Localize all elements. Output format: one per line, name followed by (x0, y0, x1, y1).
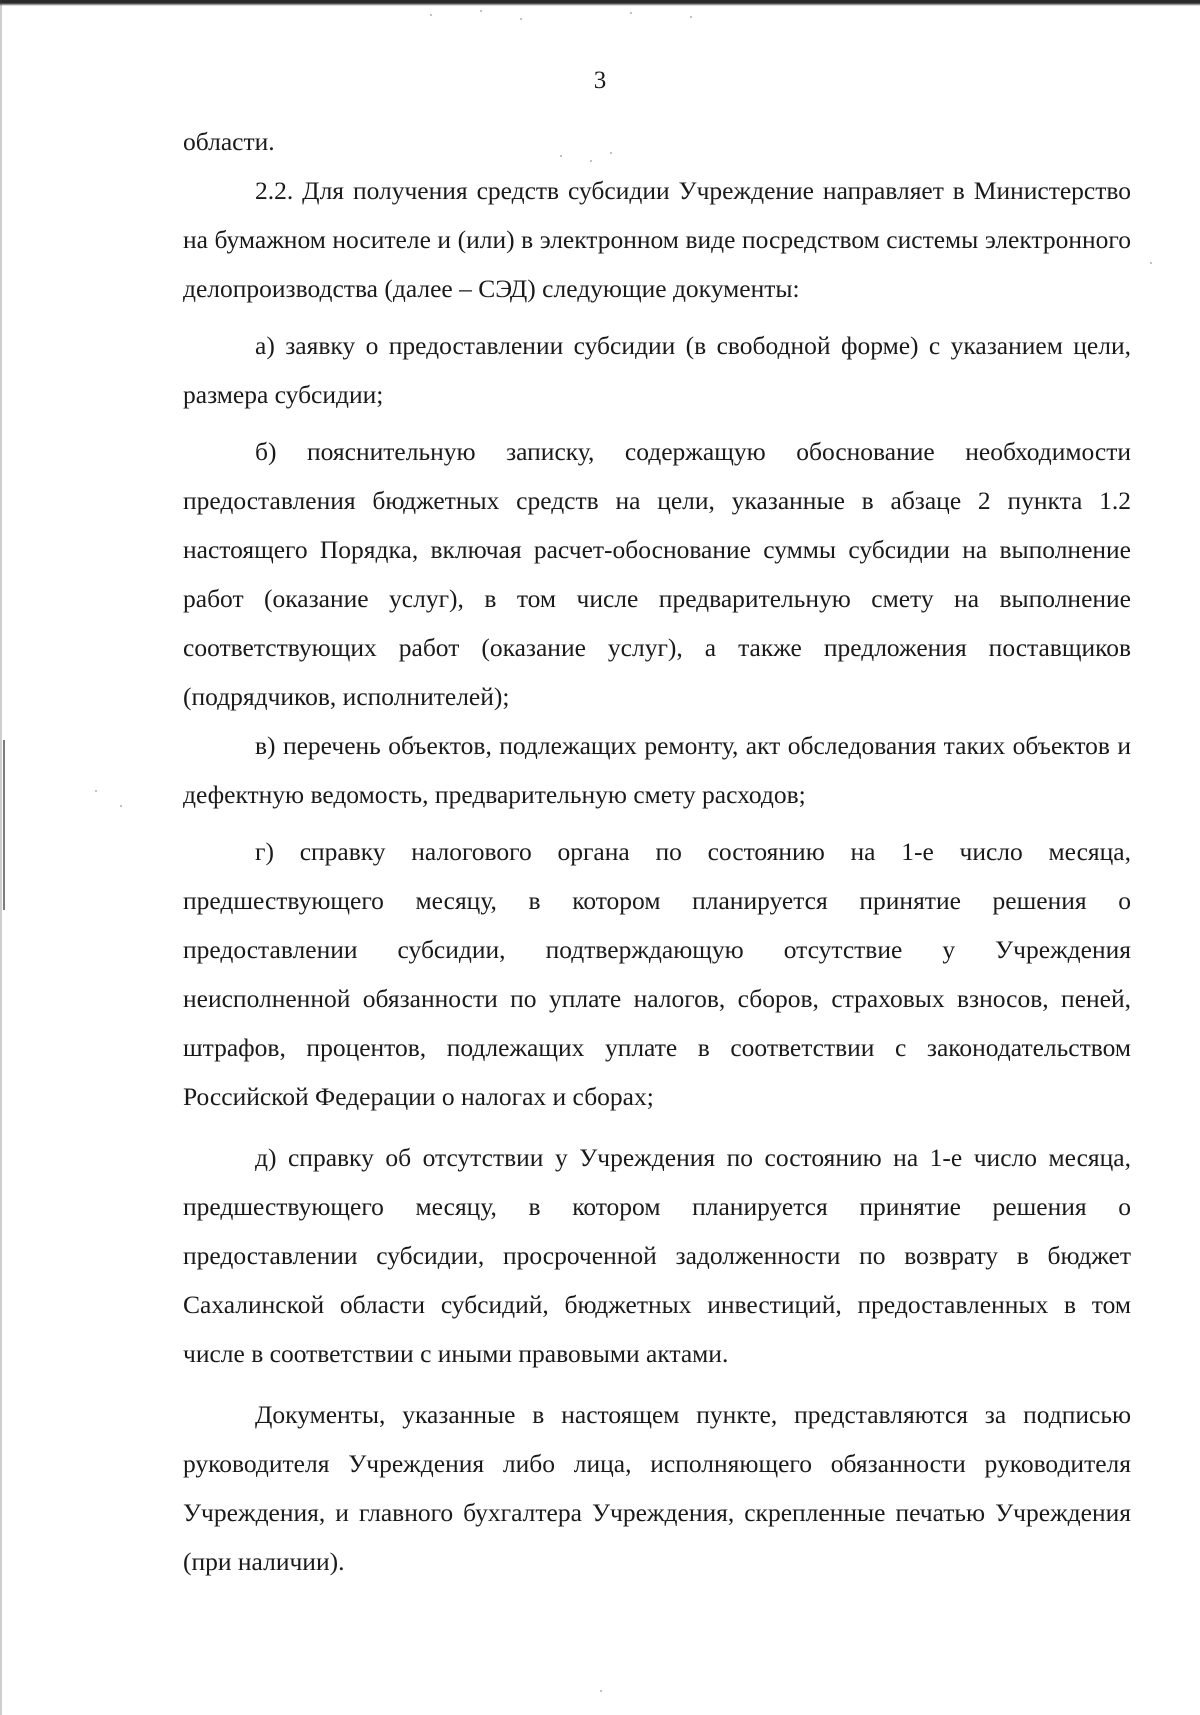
scan-speck (600, 1690, 602, 1692)
continuation-text: области. (183, 127, 275, 156)
scan-left-edge (0, 0, 2, 1715)
scan-speck (690, 16, 692, 18)
paragraph-item-g: г) справку налогового органа по состоянию на 1-е число месяца, предшествующего месяцу, в котором планируется принятие решения о предоставлении субсидии, подтверждающую отсутствие у Учреждения неисполненной обязанности по уплате налогов, сборов, страховых взносов, пеней, штрафов, процентов, подлежащих уплате в соответствии с законодательством Российской Федерации о налогах и сборах; (183, 837, 1131, 1111)
scan-top-edge (0, 0, 1200, 6)
scan-speck (95, 790, 97, 792)
paragraph-item-v: в) перечень объектов, подлежащих ремонту, акт обследования таких объектов и дефектную ведомость, предварительную смету расходов; (183, 731, 1131, 809)
page-number: 3 (593, 67, 607, 94)
scan-speck (630, 12, 632, 14)
scan-speck (120, 805, 122, 807)
scan-speck (520, 18, 522, 20)
paragraph-item-b: б) пояснительную записку, содержащую обоснование необходимости предоставления бюджетных средств на цели, указанные в абзаце 2 пункта 1.2 настоящего Порядка, включая расчет-обоснование суммы субсидии на выполнение работ (оказание услуг), в том числе предварительную смету на выполнение соответствующих работ (оказание услуг), а также предложения поставщиков (подрядчиков, исполнителей); (183, 437, 1131, 711)
scan-speck (430, 14, 432, 16)
scan-speck (480, 10, 482, 12)
document-body (183, 117, 1131, 1586)
scan-speck (1150, 262, 1152, 264)
paragraph-item-d: д) справку об отсутствии у Учреждения по состоянию на 1-е число месяца, предшествующего месяцу, в котором планируется принятие решения о предоставлении субсидии, просроченной задолженности по возврату в бюджет Сахалинской области субсидий, бюджетных инвестиций, предоставленных в том числе в соответствии с иными правовыми актами. (183, 1143, 1131, 1368)
paragraph-2-2: 2.2. Для получения средств субсидии Учреждение направляет в Министерство на бумажном носителе и (или) в электронном виде посредством системы электронного делопроизводства (далее – СЭД) следующие документы: (183, 176, 1131, 303)
paragraph-documents: Документы, указанные в настоящем пункте, представляются за подписью руководителя Учреждения либо лица, исполняющего обязанности руководителя Учреждения, и главного бухгалтера Учреждения, скрепленные печатью Учреждения (при наличии). (183, 1400, 1131, 1576)
scan-left-mark (3, 740, 5, 910)
paragraph-item-a: а) заявку о предоставлении субсидии (в свободной форме) с указанием цели, размера субсидии; (183, 331, 1131, 409)
